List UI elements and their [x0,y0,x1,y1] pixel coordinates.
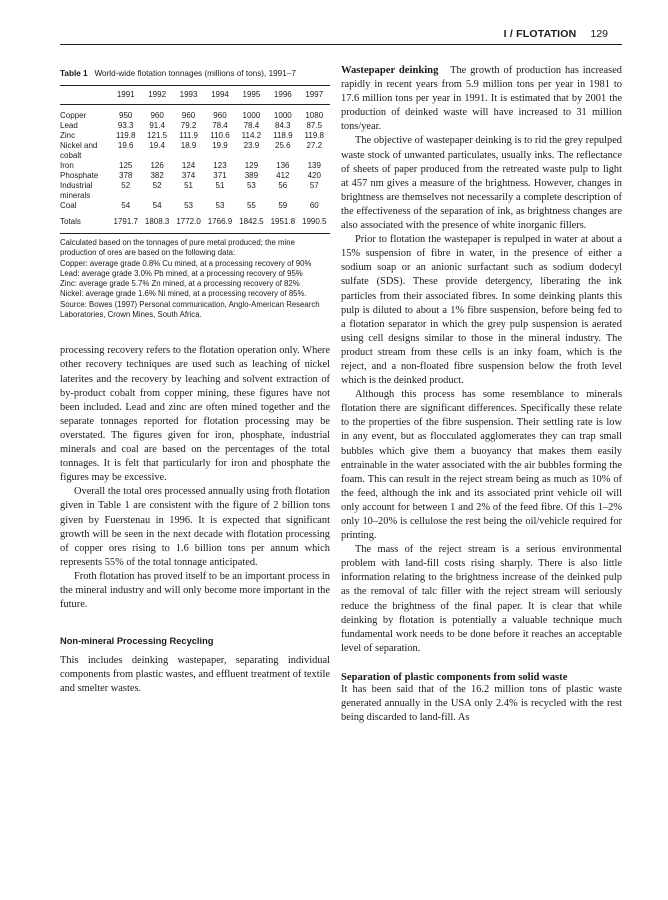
table-row [60,141,330,161]
table-cell: 125 [119,161,133,170]
run-in-heading-deinking: Wastepaper deinking [341,65,439,76]
table-cell: 119.8 [304,131,324,140]
table-cell: 54 [152,201,162,210]
table-cell: 412 [276,171,290,180]
table-row [60,161,330,171]
table-cell: 129 [244,161,259,170]
right-paragraph-2: The objective of wastepaper deinking is to rid the grey repulped waste stock of unwanted particulates, usually inks. The reflectance of sheets of paper produced from the retreated waste pulp to light at 457 nm gives a measure of the brightness. However, changes in brightness are themselves not necessarily a complete description of the effectiveness of the separation of ink, as brightness changes are also associated with the presence of white inorganic fillers. [341,135,622,232]
table-cell: 111.9 [179,131,198,140]
right-paragraph-6: It has been said that of the 16.2 million tons of plastic waste generated annually in the USA only 2.4% is recycled with the rest being discarded to land-fill. As [341,683,622,724]
row-label: Copper [60,111,87,120]
flotation-table [60,86,330,233]
section-title: I / FLOTATION [503,28,577,40]
row-label: Zinc [60,131,76,140]
right-column [341,64,622,725]
row-label: Industrial minerals [60,181,93,200]
table-cell: 19.4 [149,141,165,150]
year-header: 1994 [211,90,229,99]
table-cell: 119.8 [115,131,136,140]
table-cell: 382 [150,171,164,180]
table-note: Zinc: average grade 5.7% Zn mined, at a processing recovery of 82% [60,279,300,289]
table-cell: 121.5 [147,131,168,140]
table-row [60,181,330,201]
year-header: 1993 [179,90,198,99]
left-paragraph-4: This includes deinking wastepaper, separating individual components from plastic wastes, and effluent treatment of textile and smelter wastes. [60,655,330,695]
table-cell: 53 [246,181,256,190]
table-row [60,111,330,121]
table-cell: 23.9 [243,141,260,150]
running-head [60,28,608,42]
table-header-row [60,86,330,105]
year-header: 1997 [305,90,324,99]
table-cell: 87.5 [306,121,323,130]
year-header: 1995 [242,90,261,99]
right-paragraph-4: Although this process has some resemblance to minerals flotation there are significant differences. Specifically these relate to the properties of the fibre suspension. Their settling rate is low in any event, but as flocculated agglomerates they can trap small bubbles which give them a buoyancy that makes them easily entrainable in the water associated with the air bubbles forming the foam. This can result in the reject stream being as much as 10% of the feed, although the ink and its associated print vehicle oil will only account for between 1 and 2% of the feed fibre. Of this 1–2% only 10–20% is cellulose the rest being the oil/vehicle required for printing. [341,389,622,542]
table-cell: 950 [119,111,133,120]
table-cell: 84.3 [275,121,291,130]
table-cell: 93.3 [117,121,134,130]
row-label: Phosphate [60,171,99,180]
table-cell: 389 [244,171,259,180]
year-header: 1996 [273,90,292,99]
table-cell: 960 [150,111,164,120]
table-label: Table 1 [60,69,88,78]
left-column [60,60,330,696]
table-note: Calculated based on the tonnages of pure metal produced; the mine production of ores are based on the following data: [60,238,295,258]
table-note: Nickel: average grade 1.6% Ni mined, at a processing recovery of 85%. [60,289,307,299]
table-cell: 54 [121,201,131,210]
table-cell: 60 [309,201,319,210]
table-cell: 1842.5 [239,217,264,226]
table-cell: 1772.0 [176,217,201,226]
table-note: Lead: average grade 3.0% Pb mined, at a processing recovery of 95% [60,268,303,278]
table-cell: 59 [278,201,288,210]
table-cell: 374 [181,171,196,180]
table-cell: 91.4 [149,121,165,130]
table-cell: 960 [213,111,227,120]
subheading-plastics: Separation of plastic components from solid waste [341,671,568,683]
table-row [60,121,330,131]
table-cell: 114.2 [241,131,262,140]
table-cell: 1000 [273,111,292,120]
table-cell: 378 [119,171,133,180]
table-cell: 126 [150,161,164,170]
table-cell: 1808.3 [144,217,170,226]
header-rule [60,44,622,45]
row-label: Nickel and cobalt [60,141,98,160]
table-cell: 960 [181,111,196,120]
table-cell: 124 [181,161,196,170]
right-paragraph-1 [341,64,622,134]
table-cell: 78.4 [243,121,260,130]
table-cell: 110.6 [210,131,230,140]
table-caption-text: World-wide flotation tonnages (millions of tons), 1991–7 [94,69,296,78]
row-label: Lead [60,121,78,130]
table-caption [60,68,330,79]
table-row [60,131,330,141]
totals-row [60,217,330,227]
table-cell: 139 [307,161,321,170]
right-paragraph-1-text: The growth of production has increased rapidly in recent years from 5.9 million tons per year in 1981 to 17.6 million tons per year in 1991. It is estimated that by 2001 the production of deinked waste will have increased to 31 million tons/year. [341,65,622,133]
left-paragraph-1: processing recovery refers to the flotation operation only. Where other recovery techniques are used such as leaching of nickel laterites and the recovery by leaching and solvent extraction of by-product cobalt from copper mining, these figures have not been included. Lead and zinc are often mined together and the separate tonnages reported for flotation processing may be overstated. The figures given for iron, phosphate, industrial minerals and coal are based on the percentages of the total tonnages. It is felt that particularly for iron and phosphate the figures may be excessive. [60,345,330,484]
table-cell: 53 [184,201,193,210]
table-cell: 78.4 [212,121,228,130]
table-cell: 51 [215,181,225,190]
table-row [60,201,330,211]
row-label: Totals [60,217,81,226]
table-corner [60,86,110,105]
table-bottom-rule [60,233,330,234]
table-cell: 27.2 [306,141,323,150]
table-cell: 19.9 [212,141,228,150]
row-label: Iron [60,161,74,170]
table-cell: 1000 [242,111,261,120]
table-cell: 25.6 [275,141,291,150]
right-paragraph-5: The mass of the reject stream is a serious environmental problem with land-fill costs rising sharply. There is also little information relating to the brightness increase of the deinked pulp as the removal of talc filler with the reject stream will seriously reduce the brightness of the final paper. It is clear that while deinking by flotation is potentially a valuable technique much fundamental work needs to be done before it reaches an acceptable level of separation. [341,544,622,654]
table-notes [60,238,330,320]
table-cell: 19.6 [117,141,134,150]
table-cell: 1951.8 [270,217,296,226]
table-cell: 52 [152,181,162,190]
section-heading: Non-mineral Processing Recycling [60,636,214,647]
table-cell: 79.2 [180,121,197,130]
left-paragraph-3: Froth flotation has proved itself to be an important process in the mineral industry and will only become more important in the future. [60,570,330,611]
table-note: Copper: average grade 0.8% Cu mined, at a processing recovery of 90% [60,258,312,268]
table-row [60,171,330,181]
table-cell: 136 [276,161,290,170]
table-cell: 420 [307,171,321,180]
table-cell: 18.9 [180,141,197,150]
left-paragraph-2: Overall the total ores processed annually using froth flotation given in Table 1 are consistent with the figure of 2 billion tons given by Fuerstenau in 1996. It is expected that significant growth will be seen in the next decade with flotation processing of copper ores rising to 1.6 billion tons per annum which represents 55% of the total tonnage anticipated. [60,486,330,568]
table-cell: 123 [213,161,227,170]
right-paragraph-3: Prior to flotation the wastepaper is repulped in water at about a 15% suspension of fibre in water, in the presence of either a sodium soap or an anionic surfactant such as sodium dodecyl sulfate (SDS). These provide detergency, liberating the ink particles from their associated fibres. In some deinking plants this pulp is diluted to about a 1% fibre suspension, before being fed to a flotation separator in which the grey pulp suspension is aerated using cell designs similar to those in the mineral industry. The product stream from these cells is an inky foam, which is the reject, and a non-floated fibre suspension below the froth level which is the deinked product. [341,234,622,387]
table-cell: 371 [213,171,227,180]
table-cell: 51 [184,181,193,190]
table-cell: 1990.5 [302,217,327,226]
table-note: Source: Bowes (1997) Personal communication, Anglo-American Research Laboratories, Crown Mines, South Africa. [60,299,320,320]
table-cell: 56 [278,181,288,190]
year-header: 1992 [148,90,167,99]
table-cell: 118.9 [273,131,293,140]
year-header: 1991 [116,90,135,99]
table-cell: 1791.7 [113,217,138,226]
table-cell: 53 [215,201,225,210]
row-label: Coal [60,201,77,210]
page-number: 129 [590,28,608,40]
table-cell: 1080 [305,111,324,120]
table-cell: 55 [246,201,256,210]
table-cell: 57 [309,181,319,190]
table-cell: 1766.9 [207,217,233,226]
table-cell: 52 [121,181,131,190]
